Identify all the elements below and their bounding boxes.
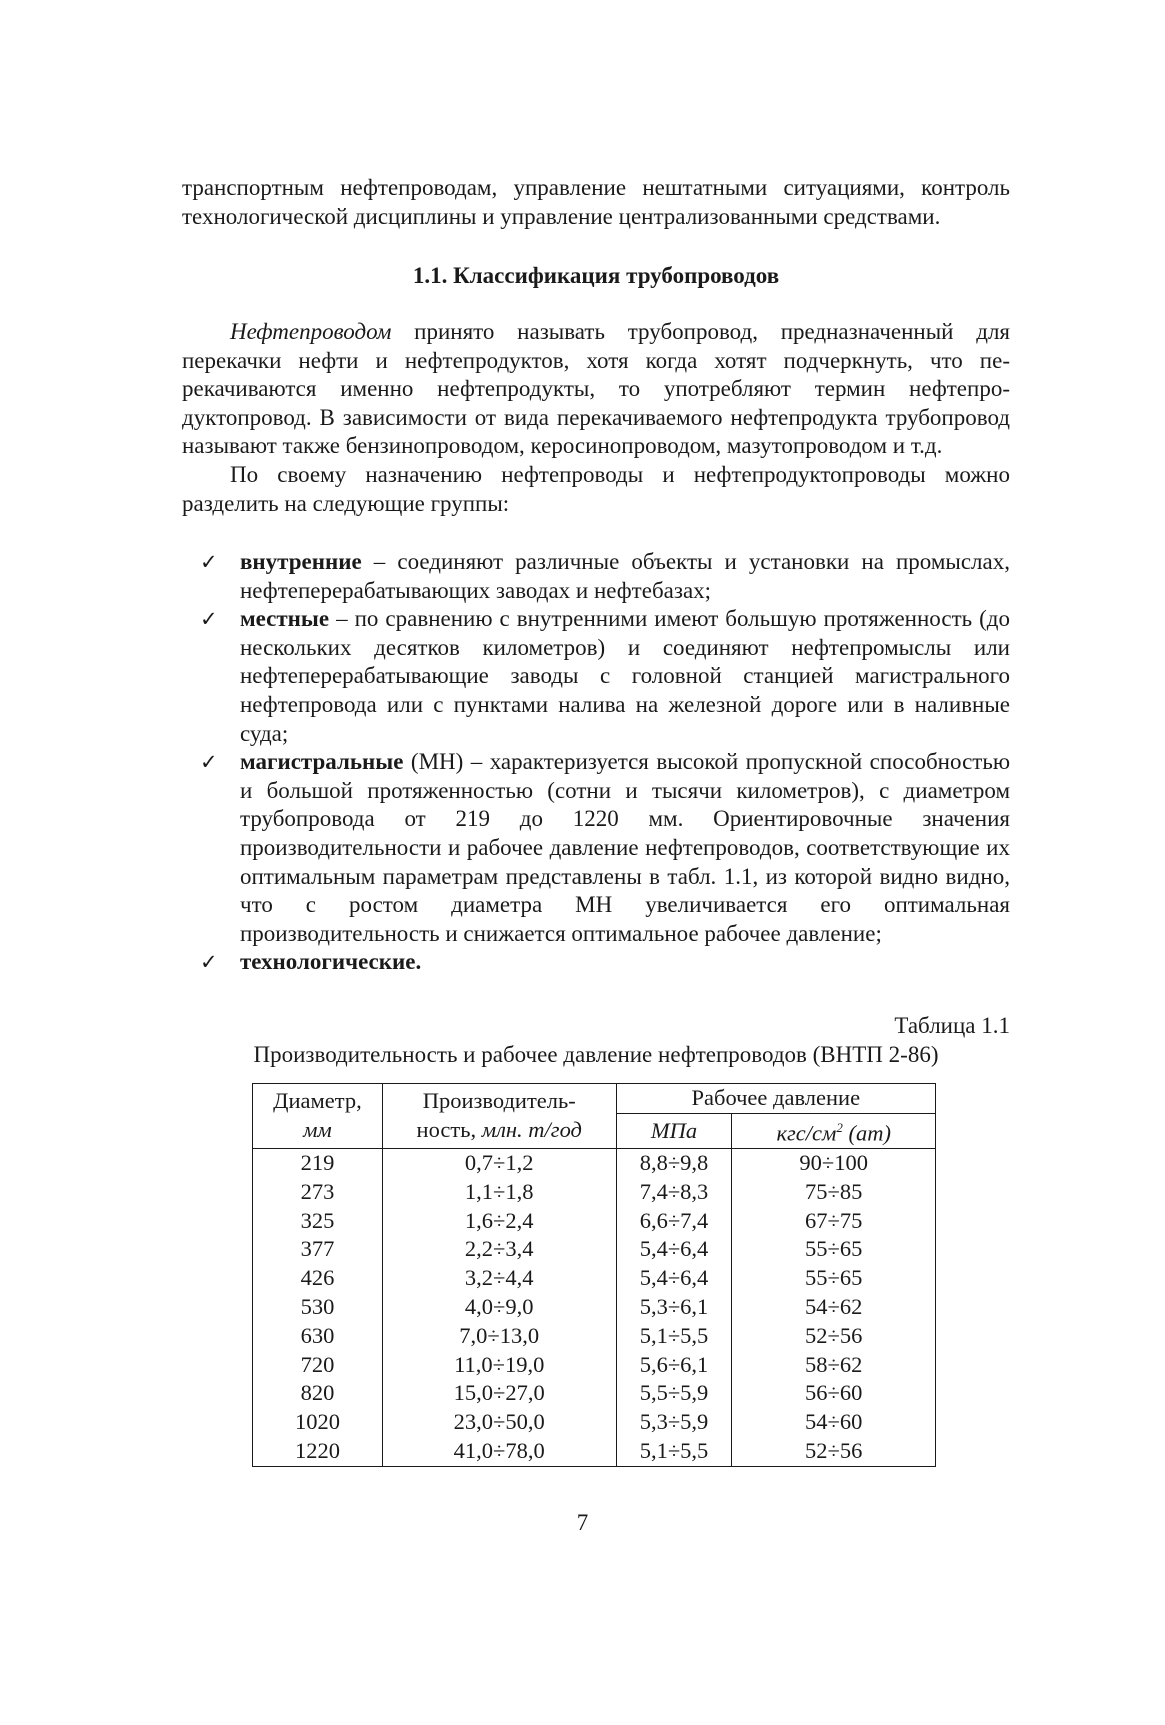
list-item-term: внутренние (240, 549, 362, 574)
table-row (253, 1293, 936, 1322)
cell-mpa: 6,6÷7,4 (616, 1207, 732, 1236)
cell-kgf: 55÷65 (732, 1264, 936, 1293)
cell-capacity: 7,0÷13,0 (382, 1322, 616, 1351)
table-header-row (253, 1084, 936, 1114)
table-row (253, 1379, 936, 1408)
list-item-text: – по сравнению с внутренними имеют большую протяженность (до нескольких десятков километров) и соединяют нефтепромыслы или нефтеперерабатывающие заводы с головной станцией магистрального нефтепровода или с пунктами налива на железной дороге или в наливные суда; (240, 606, 1010, 746)
table-number: Таблица 1.1 (894, 1013, 1010, 1038)
cell-capacity: 4,0÷9,0 (382, 1293, 616, 1322)
header-diameter-unit: мм (303, 1117, 332, 1143)
table-row (253, 1322, 936, 1351)
cell-capacity: 2,2÷3,4 (382, 1235, 616, 1264)
cell-mpa: 7,4÷8,3 (616, 1178, 732, 1207)
checkmark-icon: ✓ (200, 950, 218, 975)
table-row (253, 1351, 936, 1380)
cell-diameter: 1020 (253, 1408, 383, 1437)
cell-kgf: 67÷75 (732, 1207, 936, 1236)
cell-capacity: 41,0÷78,0 (382, 1437, 616, 1466)
cell-diameter: 820 (253, 1379, 383, 1408)
cell-capacity: 23,0÷50,0 (382, 1408, 616, 1437)
cell-capacity: 1,6÷2,4 (382, 1207, 616, 1236)
cell-mpa: 5,6÷6,1 (616, 1351, 732, 1380)
cell-diameter: 530 (253, 1293, 383, 1322)
cell-capacity: 11,0÷19,0 (382, 1351, 616, 1380)
cell-diameter: 630 (253, 1322, 383, 1351)
list-item (182, 605, 1010, 748)
groups-paragraph: По своему назначению нефтепроводы и нефтепродуктопроводы можно разделить на следующие группы: (182, 461, 1010, 516)
cell-capacity: 1,1÷1,8 (382, 1178, 616, 1207)
cell-diameter: 1220 (253, 1437, 383, 1466)
definition-paragraph (182, 318, 1010, 461)
cell-mpa: 5,4÷6,4 (616, 1235, 732, 1264)
cell-kgf: 52÷56 (732, 1322, 936, 1351)
cell-mpa: 5,3÷5,9 (616, 1408, 732, 1437)
checkmark-icon: ✓ (200, 550, 218, 574)
cell-mpa: 8,8÷9,8 (616, 1149, 732, 1178)
list-item-text: – соединяют различные объекты и установки на промыслах, нефтеперерабатывающих заводах и нефтебазах; (240, 549, 1010, 603)
header-pressure: Рабочее давление (616, 1084, 935, 1114)
cell-diameter: 325 (253, 1207, 383, 1236)
header-capacity-cont: ность, (416, 1117, 482, 1143)
cell-diameter: 273 (253, 1178, 383, 1207)
header-capacity-unit: млн. т/год (481, 1117, 582, 1143)
cell-diameter: 377 (253, 1235, 383, 1264)
section-title: 1.1. Классификация трубопроводов (412, 263, 780, 288)
header-kgf-suffix: (ат) (842, 1120, 891, 1146)
cell-mpa: 5,1÷5,5 (616, 1322, 732, 1351)
table-row (253, 1207, 936, 1236)
intro-text: транспортным нефтепроводам, управление нештатными ситуациями, контроль технологической дисциплины и управление централизованными средствами. (182, 175, 1010, 229)
checkmark-icon: ✓ (200, 750, 218, 775)
list-item-term: магистральные (240, 749, 404, 775)
header-kgf (732, 1113, 936, 1148)
checkmark-icon: ✓ (200, 607, 218, 632)
header-diameter (253, 1084, 383, 1149)
cell-diameter: 720 (253, 1351, 383, 1380)
table-row (253, 1149, 936, 1178)
list-item (182, 948, 1010, 977)
cell-kgf: 54÷62 (732, 1293, 936, 1322)
list-item (182, 748, 1010, 948)
table-row (253, 1437, 936, 1466)
cell-mpa: 5,3÷6,1 (616, 1293, 732, 1322)
cell-kgf: 54÷60 (732, 1408, 936, 1437)
pipeline-parameters-table (252, 1083, 936, 1467)
header-mpa: МПа (616, 1113, 732, 1148)
cell-capacity: 15,0÷27,0 (382, 1379, 616, 1408)
page-number: 7 (576, 1510, 589, 1535)
list-item-term: технологические. (240, 949, 422, 975)
header-capacity-line2 (387, 1116, 612, 1145)
table-row (253, 1178, 936, 1207)
list-item-text: (МН) – характеризуется высокой пропускной способностью и большой протяженностью (сотни и тысячи километров), с диаметром трубопровода от 219 до 1220 мм. Ориентировочные значения производительности и рабочее давление нефтепроводов, соответствующие их оптимальным параметрам представлены в табл. 1.1, из которой видно видно, что с ростом диаметра МН увеличивается его оптимальная производительность и снижается оптимальное рабочее давление; (240, 749, 1010, 946)
cell-kgf: 55÷65 (732, 1235, 936, 1264)
table-row (253, 1408, 936, 1437)
pipeline-groups-list (182, 548, 1010, 977)
header-kgf-prefix: кгс/см (776, 1120, 837, 1146)
header-capacity-label: Производитель- (422, 1088, 576, 1114)
body-text (182, 318, 1010, 518)
cell-kgf: 52÷56 (732, 1437, 936, 1466)
table-caption: Производительность и рабочее давление нефтепроводов (ВНТП 2-86) (253, 1042, 939, 1067)
header-diameter-label: Диаметр, (273, 1088, 362, 1114)
definition-text: принято называть трубопровод, предназначенный для перекачки нефти и нефтепродуктов, хотя когда хотят подчеркнуть, что перекачиваются именно нефтепродукты, то употребляют термин нефтепродуктопровод. В зависимости от вида перекачиваемого нефтепродукта трубопровод называют также бензинопроводом, керосинопроводом, мазутопроводом и т.д. (182, 319, 1010, 459)
table-row (253, 1235, 936, 1264)
cell-kgf: 56÷60 (732, 1379, 936, 1408)
header-capacity (382, 1084, 616, 1149)
cell-diameter: 219 (253, 1149, 383, 1178)
defined-term: Нефтепроводом (230, 319, 392, 344)
cell-mpa: 5,5÷5,9 (616, 1379, 732, 1408)
cell-kgf: 90÷100 (732, 1149, 936, 1178)
cell-diameter: 426 (253, 1264, 383, 1293)
table-row (253, 1264, 936, 1293)
header-kgf-sup: 2 (836, 1119, 843, 1135)
list-item (182, 548, 1010, 605)
cell-kgf: 58÷62 (732, 1351, 936, 1380)
cell-capacity: 3,2÷4,4 (382, 1264, 616, 1293)
cell-mpa: 5,1÷5,5 (616, 1437, 732, 1466)
list-item-term: местные (240, 606, 330, 632)
cell-mpa: 5,4÷6,4 (616, 1264, 732, 1293)
intro-paragraph (182, 174, 1010, 231)
cell-kgf: 75÷85 (732, 1178, 936, 1207)
cell-capacity: 0,7÷1,2 (382, 1149, 616, 1178)
